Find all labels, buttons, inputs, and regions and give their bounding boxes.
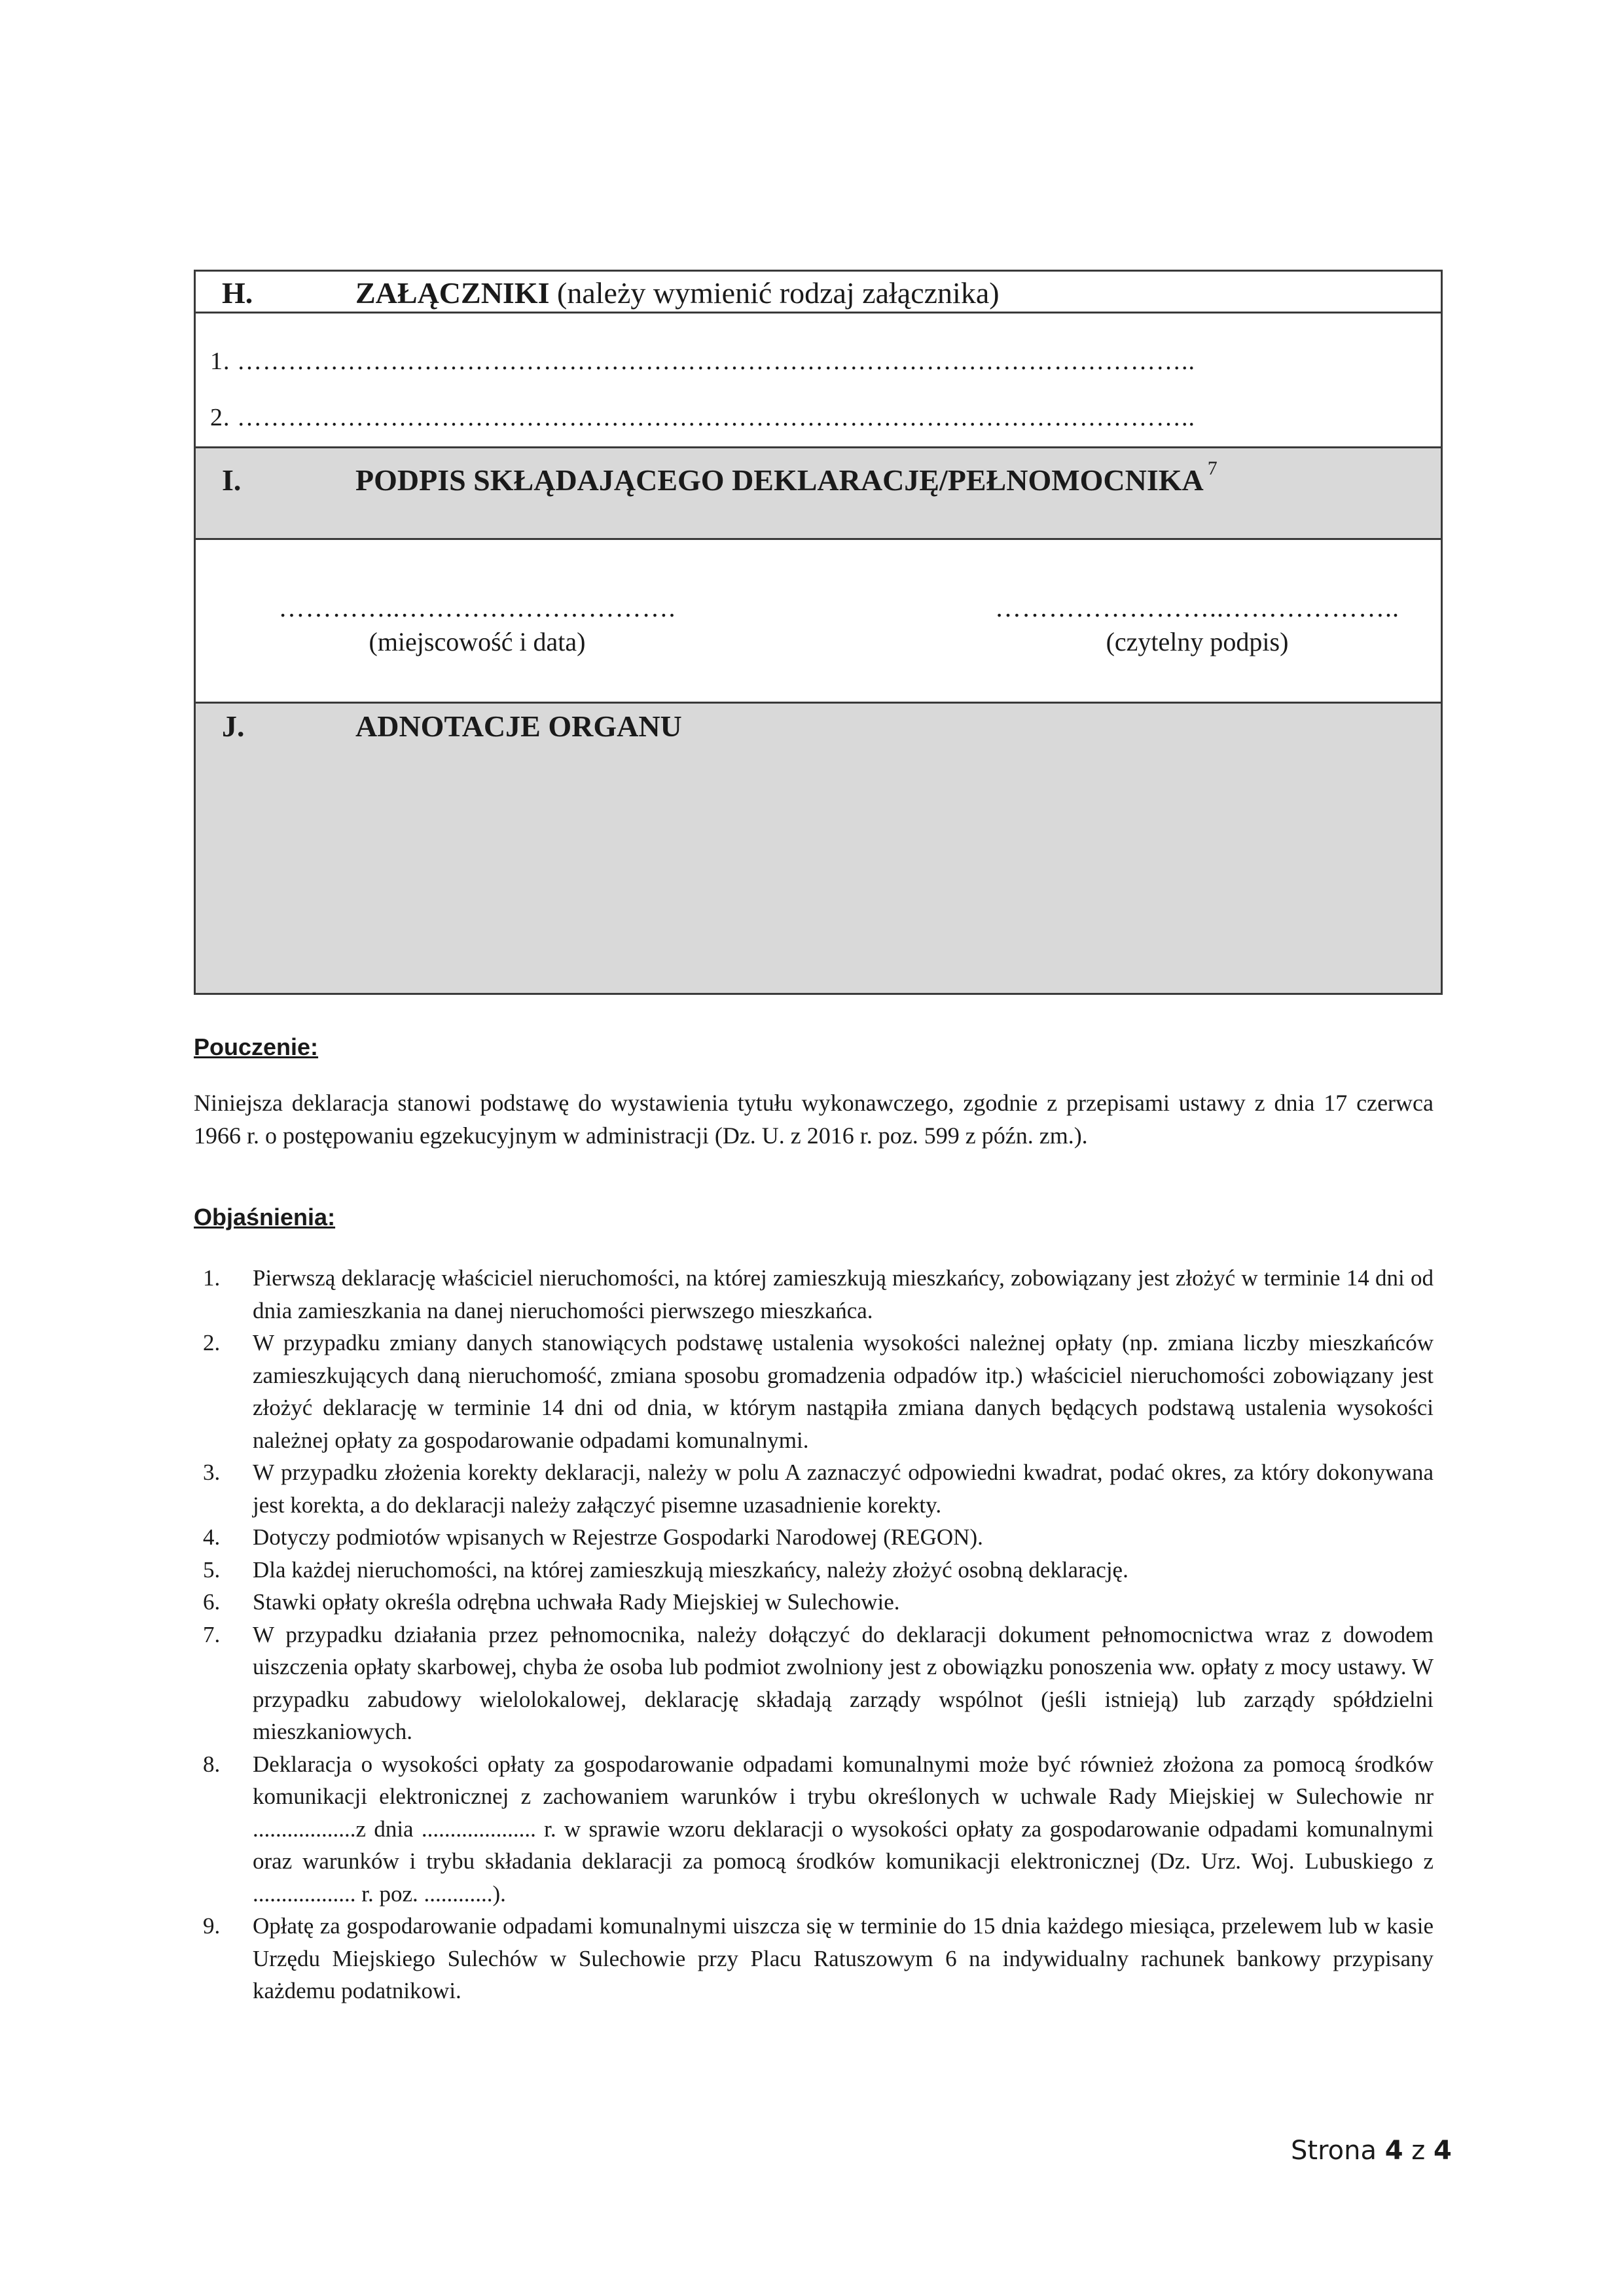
list-item-text: Pierwszą deklarację właściciel nieruchomości, na której zamieszkują mieszkańcy, zobowiązany jest złożyć w terminie 14 dni od dnia zamieszkania na danej nieruchomości pierwszego mieszkańca. [253, 1265, 1434, 1323]
list-item [194, 1748, 1434, 1910]
attachment-row-2[interactable] [196, 386, 1441, 448]
list-item-text: W przypadku złożenia korekty deklaracji, należy w polu A zaznaczyć odpowiedni kwadrat, podać okres, za który dokonywana jest korekta, a do deklaracji należy załączyć pisemne uzasadnienie korekty. [253, 1460, 1434, 1518]
list-item-number: 6. [203, 1589, 221, 1615]
list-item-number: 4. [203, 1524, 221, 1550]
form-table [194, 270, 1443, 995]
list-item-text: Deklaracja o wysokości opłaty za gospodarowanie odpadami komunalnymi może być również złożona za pomocą środków komunikacji elektronicznej z zachowaniem warunków i trybu określonych w uchwale Rady Miejskiej w Sulechowie nr ..................z dnia .................... r. w sprawie wzoru deklaracji o wysokości opłaty za gospodarowanie odpadami komunalnymi oraz warunków i trybu składania deklaracji za pomocą środków komunikacji elektronicznej (Dz. Urz. Woj. Lubuskiego z .................. r. poz. ............). [253, 1751, 1434, 1907]
section-h-title [355, 278, 1000, 308]
page-number-prefix: Strona [1291, 2136, 1377, 2166]
list-item-number: 2. [203, 1330, 221, 1355]
attachment-row-1[interactable] [196, 314, 1441, 386]
section-i-title [355, 457, 1218, 497]
pouczenie-text: Niniejsza deklaracja stanowi podstawę do wystawienia tytułu wykonawczego, zgodnie z przepisami ustawy z dnia 17 czerwca 1966 r. o postępowaniu egzekucyjnym w administracji (Dz. U. z 2016 r. poz. 599 z późn. zm.). [194, 1090, 1434, 1149]
list-item [194, 1521, 1434, 1554]
list-item-text: W przypadku zmiany danych stanowiących podstawę ustalenia wysokości należnej opłaty (np. zmiana liczby mieszkańców zamieszkujących daną nieruchomość, zmiana sposobu gromadzenia odpadów itp.) właściciel nieruchomości zobowiązany jest złożyć deklarację w terminie 14 dni od dnia, w którym nastąpiła zmiana danych będących podstawą ustalenia wysokości należnej opłaty za gospodarowanie odpadami komunalnymi. [253, 1330, 1434, 1453]
place-date-label: (miejscowość i data) [369, 627, 586, 656]
pouczenie-heading: Pouczenie: [194, 1033, 319, 1060]
section-i-letter: I. [222, 463, 242, 497]
list-item [194, 1262, 1434, 1327]
list-item-number: 8. [203, 1751, 221, 1777]
explanations-list [194, 1262, 1434, 2007]
attachment-line-2[interactable]: 2. ………………………………………………………………………………………………….. [210, 404, 1195, 431]
section-h-title-main: ZAŁĄCZNIKI [355, 276, 550, 310]
page-number-current: 4 [1384, 2136, 1403, 2166]
section-j-letter: J. [222, 709, 245, 743]
section-h-letter: H. [222, 276, 253, 310]
list-item [194, 1619, 1434, 1748]
list-item [194, 1586, 1434, 1619]
page-number [1291, 2138, 1452, 2164]
list-item [194, 1910, 1434, 2007]
footnote-marker: 7 [1207, 457, 1218, 479]
list-item-text: Dotyczy podmiotów wpisanych w Rejestrze Gospodarki Narodowej (REGON). [253, 1524, 983, 1550]
place-date-field[interactable] [248, 591, 706, 659]
list-item-number: 3. [203, 1460, 221, 1485]
section-i-title-main: PODPIS SKŁĄDAJĄCEGO DEKLARACJĘ/PEŁNOMOCNIKA [355, 463, 1204, 497]
signature-dots[interactable]: ……………………..……………….. [995, 593, 1399, 622]
list-item-number: 7. [203, 1621, 221, 1647]
list-item [194, 1554, 1434, 1587]
section-j-title-main: ADNOTACJE ORGANU [355, 709, 682, 743]
list-item-text: Opłatę za gospodarowanie odpadami komunalnymi uiszcza się w terminie do 15 dnia każdego miesiąca, przelewem lub w kasie Urzędu Miejskiego Sulechów w Sulechowie przy Placu Ratuszowym 6 na indywidualny rachunek bankowy przypisany każdemu podatnikowi. [253, 1913, 1434, 2003]
section-h-subtitle: (należy wymienić rodzaj załącznika) [557, 276, 1000, 310]
signature-field[interactable] [968, 591, 1426, 659]
objasnienia-heading: Objaśnienia: [194, 1204, 336, 1230]
attachment-line-1[interactable]: 1. ………………………………………………………………………………………………….. [210, 348, 1195, 375]
list-item-text: W przypadku działania przez pełnomocnika, należy dołączyć do deklaracji dokument pełnomocnictwa wraz z dowodem uiszczenia opłaty skarbowej, chyba że osoba lub podmiot zwolniony jest z obowiązku ponoszenia ww. opłaty z mocy ustawy. W przypadku zabudowy wielolokalowej, deklarację składają zarządy wspólnot (jeśli istnieją) lub zarządy spółdzielni mieszkaniowych. [253, 1621, 1434, 1744]
list-item-number: 9. [203, 1913, 221, 1939]
list-item [194, 1456, 1434, 1521]
signature-row [196, 540, 1441, 704]
section-j-title [355, 711, 682, 742]
page-number-total: 4 [1433, 2136, 1452, 2166]
section-j-block [196, 704, 1441, 993]
list-item-number: 5. [203, 1556, 221, 1583]
signature-label: (czytelny podpis) [1106, 627, 1289, 656]
section-h-header [196, 272, 1441, 314]
list-item [194, 1327, 1434, 1456]
list-item-text: Stawki opłaty określa odrębna uchwała Rady Miejskiej w Sulechowie. [253, 1589, 900, 1615]
list-item-text: Dla każdej nieruchomości, na której zamieszkują mieszkańcy, należy złożyć osobną deklarację. [253, 1556, 1128, 1583]
place-date-dots[interactable]: …………..…………………………. [278, 593, 676, 622]
page-number-sep: z [1411, 2136, 1426, 2166]
section-i-header [196, 448, 1441, 540]
list-item-number: 1. [203, 1265, 221, 1291]
